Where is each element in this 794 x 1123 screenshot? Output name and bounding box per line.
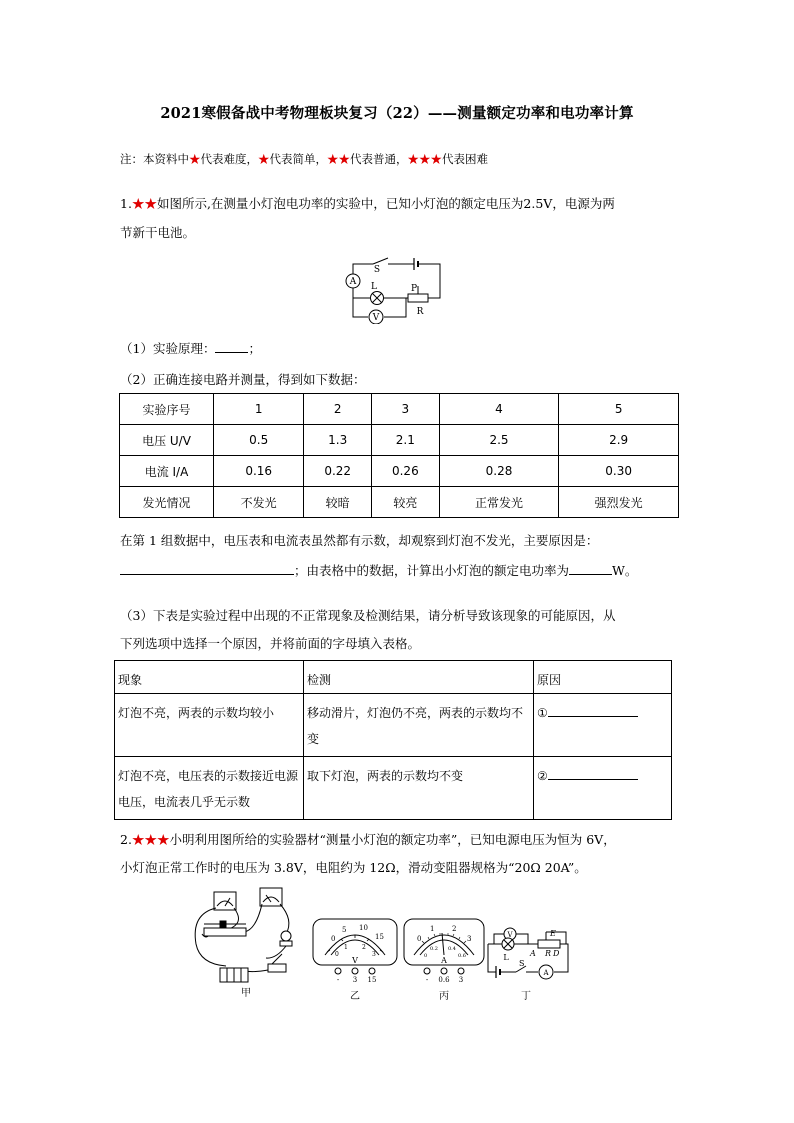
label-a: A [349, 277, 357, 287]
star-icon: ★★★ [131, 832, 170, 847]
star-icon: ★ [189, 152, 201, 166]
note-easy: 代表简单， [269, 152, 327, 166]
q1-text-line2: 节新干电池。 [120, 225, 196, 240]
table-cell: 较亮 [372, 487, 440, 518]
table-cell: 现象 [115, 661, 304, 694]
table-cell: 正常发光 [439, 487, 559, 518]
label-a: A [530, 949, 536, 958]
table-cell: 3 [372, 394, 440, 425]
q1-text-line1 [120, 194, 615, 212]
meter-unit: V [352, 956, 358, 965]
table-cell: 不发光 [214, 487, 304, 518]
tick-label: 5 [342, 926, 347, 934]
label-s: S [373, 265, 381, 275]
table-cell [534, 757, 672, 820]
table-cell: 2.5 [439, 425, 559, 456]
label-d: D [553, 949, 560, 958]
tick-label: 10 [359, 924, 368, 932]
figure-label-jia: 甲 [241, 988, 251, 999]
table-cell: 2.9 [559, 425, 679, 456]
label-p: P [410, 284, 418, 294]
table-cell: 4 [439, 394, 559, 425]
terminal-label: 0.6 [438, 976, 450, 984]
tick-label: 0.4 [448, 946, 456, 952]
table-cell: 取下灯泡，两表的示数均不变 [304, 757, 534, 820]
table-cell: 移动滑片，灯泡仍不亮，两表的示数均不变 [304, 694, 534, 757]
table-cell: 实验序号 [120, 394, 214, 425]
figure-jia-apparatus [186, 884, 306, 999]
q1-after-table-mid: ；由表格中的数据，计算出小灯泡的额定电功率为 [294, 563, 570, 578]
q1-sub2: （2）正确连接电路并测量，得到如下数据： [120, 372, 366, 387]
star-icon: ★ [258, 152, 270, 166]
tick-label: 3 [372, 951, 376, 958]
tick-label: 1 [430, 925, 435, 933]
figure-yi-voltmeter [311, 917, 399, 1002]
table-cell: 灯泡不亮，两表的示数均较小 [115, 694, 304, 757]
label-r: R [416, 307, 424, 317]
table-cell: 2 [304, 394, 372, 425]
tick-label: 15 [375, 933, 384, 941]
table-cell: 0.22 [304, 456, 372, 487]
table-row [120, 394, 679, 425]
table-cell: 0.26 [372, 456, 440, 487]
label-v: V [507, 931, 513, 939]
label-r: R [545, 949, 552, 958]
star-icon: ★★ [327, 152, 350, 166]
q1-data-table [119, 393, 679, 518]
table-cell: 灯泡不亮，电压表的示数接近电源电压，电流表几乎无示数 [115, 757, 304, 820]
figure-ding-circuit [482, 922, 574, 1002]
table-cell: 5 [559, 394, 679, 425]
star-icon: ★★ [131, 196, 157, 211]
label-v: V [372, 313, 380, 323]
star-icon: ★★★ [407, 152, 442, 166]
terminal-icon [424, 968, 430, 974]
terminal-icon [369, 968, 375, 974]
q1-circuit-diagram [338, 254, 448, 324]
terminal-icon [458, 968, 464, 974]
tick-label: 1 [344, 944, 348, 951]
tick-label: 0 [335, 951, 339, 958]
table-cell: 强烈发光 [559, 487, 679, 518]
tick-label: 0 [417, 935, 422, 943]
q1-fault-table [114, 660, 672, 820]
figure-bing-ammeter [402, 917, 486, 1002]
tick-label: 0.2 [430, 946, 438, 952]
note-prefix: 注：本资料中 [120, 152, 189, 166]
table-row [120, 487, 679, 518]
q1-number: 1. [120, 196, 132, 211]
label-l: L [371, 282, 377, 292]
label-e: E [550, 929, 556, 938]
q2-text: 小明利用图所给的实验器材“测量小灯泡的额定功率”，已知电源电压为恒为 6V， [169, 832, 616, 847]
terminal-label: - [336, 976, 340, 984]
tick-label: 3 [467, 935, 472, 943]
table-row [115, 757, 672, 820]
table-cell: 2.1 [372, 425, 440, 456]
circle-number: ② [537, 769, 548, 783]
table-cell: 0.16 [214, 456, 304, 487]
circle-number: ① [537, 706, 548, 720]
note-hard: 代表困难 [442, 152, 488, 166]
page-title: 2021寒假备战中考物理板块复习（22）——测量额定功率和电功率计算 [160, 105, 634, 122]
table-cell: 原因 [534, 661, 672, 694]
table-cell: 检测 [304, 661, 534, 694]
figure-label-yi: 乙 [350, 991, 360, 1002]
table-cell: 电压 U/V [120, 425, 214, 456]
q1-sub3-line2: 下列选项中选择一个原因，并将前面的字母填入表格。 [120, 636, 421, 651]
q1-sub1 [120, 339, 261, 357]
q2-number: 2. [120, 832, 132, 847]
terminal-icon [335, 968, 341, 974]
figure-label-ding: 丁 [521, 991, 531, 1002]
tick-label: 0.6 [458, 953, 466, 959]
terminal-label: 3 [352, 976, 358, 984]
terminal-label: 3 [458, 976, 464, 984]
terminal-label: 15 [367, 976, 377, 984]
table-row [120, 425, 679, 456]
answer-blank[interactable] [569, 562, 612, 575]
difficulty-note [120, 151, 488, 167]
label-l: L [503, 953, 509, 962]
q1-after-table-line2 [120, 561, 637, 579]
q2-text-line2: 小灯泡正常工作时的电压为 3.8V，电阻约为 12Ω，滑动变阻器规格为“20Ω 20A”。 [120, 860, 587, 875]
note-legend: 代表难度， [200, 152, 258, 166]
table-cell: 0.28 [439, 456, 559, 487]
terminal-label: - [425, 976, 429, 984]
answer-blank[interactable] [120, 562, 294, 575]
table-cell: 发光情况 [120, 487, 214, 518]
answer-blank[interactable] [215, 340, 248, 353]
label-s: S [519, 959, 525, 968]
q1-sub1-text: （1）实验原理： [120, 341, 216, 356]
q2-text-line1 [120, 830, 616, 848]
tick-label: 0 [424, 953, 428, 959]
terminal-icon [352, 968, 358, 974]
q1-after-table-end: W。 [612, 563, 638, 578]
table-row [115, 661, 672, 694]
table-cell: 电流 I/A [120, 456, 214, 487]
answer-blank[interactable] [548, 704, 638, 717]
q1-after-table-line1: 在第 1 组数据中，电压表和电流表虽然都有示数，却观察到灯泡不发光，主要原因是： [120, 533, 599, 548]
table-row [120, 456, 679, 487]
q1-sub3-line1: （3）下表是实验过程中出现的不正常现象及检测结果，请分析导致该现象的可能原因，从 [120, 608, 616, 623]
label-ammeter: A [543, 969, 549, 977]
figure-label-bing: 丙 [439, 991, 449, 1002]
table-cell: 0.5 [214, 425, 304, 456]
q1-text: 如图所示,在测量小灯泡电功率的实验中，已知小灯泡的额定电压为2.5V，电源为两 [156, 196, 615, 211]
q1-sub1-end: ； [248, 341, 261, 356]
tick-label: 2 [452, 925, 457, 933]
table-cell: 1 [214, 394, 304, 425]
table-row [115, 694, 672, 757]
table-cell [534, 694, 672, 757]
note-medium: 代表普通， [350, 152, 408, 166]
meter-unit: A [441, 956, 447, 965]
table-cell: 1.3 [304, 425, 372, 456]
table-cell: 较暗 [304, 487, 372, 518]
tick-label: 0 [331, 935, 336, 943]
terminal-icon [441, 968, 447, 974]
table-cell: 0.30 [559, 456, 679, 487]
tick-label: 2 [362, 944, 366, 951]
answer-blank[interactable] [548, 767, 638, 780]
